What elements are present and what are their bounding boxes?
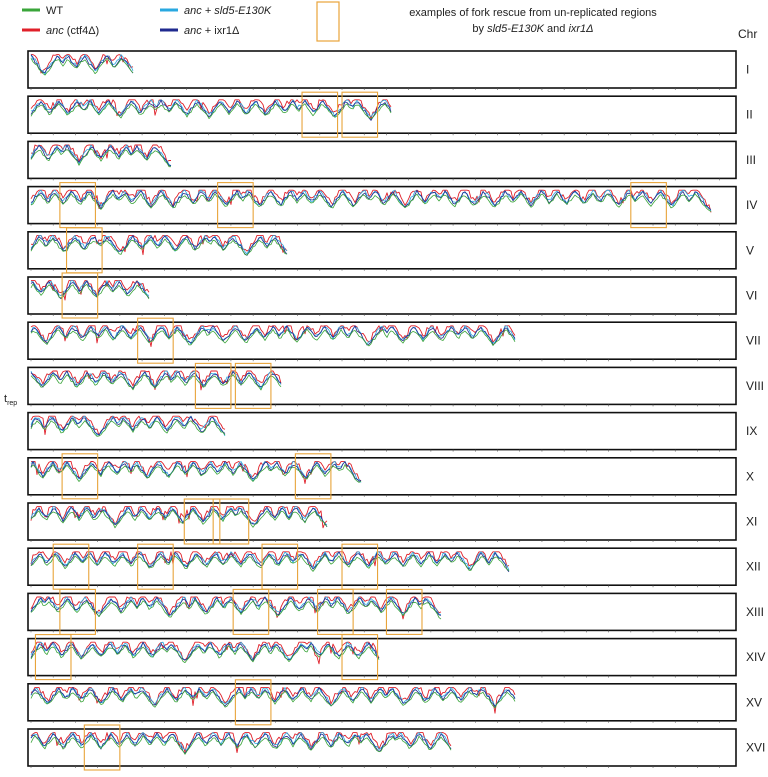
legend-label-rescue-line2: by sld5-E130K and ixr1Δ — [472, 23, 594, 35]
legend — [22, 2, 757, 41]
chromosome-panel-XI — [28, 499, 757, 544]
y-axis-label: $t_{rep}$ — [4, 393, 18, 407]
chromosome-label: IV — [746, 198, 758, 213]
chromosome-panel-I — [28, 51, 749, 90]
chromosome-panel-XIII — [28, 589, 764, 634]
chromosome-label: V — [746, 243, 755, 258]
chromosome-label: VII — [746, 333, 761, 348]
chromosome-label: VI — [746, 288, 758, 303]
legend-label-sld5: anc + sld5-E130K — [184, 5, 272, 17]
chromosome-panels — [28, 51, 765, 770]
legend-label-rescue-line1: examples of fork rescue from un-replicated regions — [409, 7, 657, 19]
chromosome-panel-II — [28, 92, 753, 137]
chromosome-panel-IV — [28, 183, 757, 228]
chromosome-panel-X — [28, 454, 754, 499]
chromosome-label: XIV — [746, 650, 766, 665]
chromosome-label: X — [746, 469, 755, 484]
chr-header: Chr — [738, 27, 758, 41]
chromosome-panel-XII — [28, 544, 761, 589]
chromosome-panel-V — [28, 228, 754, 273]
legend-label-anc: anc (ctf4Δ) — [46, 25, 100, 37]
legend-label-wt: WT — [46, 5, 64, 17]
chromosome-label: XV — [746, 695, 763, 710]
panel-frame — [28, 503, 736, 540]
legend-swatch-rescue-box — [317, 2, 339, 41]
chromosome-label: XIII — [746, 604, 765, 619]
chromosome-label: IX — [746, 424, 758, 439]
chromosome-label: XII — [746, 559, 761, 574]
chromosome-panel-VIII — [28, 363, 764, 408]
chromosome-panel-III — [28, 141, 756, 180]
legend-label-ixr1: anc + ixr1Δ — [184, 25, 240, 37]
chromosome-panel-VII — [28, 318, 761, 363]
chromosome-panel-XVI — [28, 725, 765, 770]
chromosome-panel-VI — [28, 273, 757, 318]
chromosome-label: II — [746, 107, 753, 122]
panel-frame — [28, 413, 736, 450]
chromosome-panel-XIV — [28, 635, 765, 680]
chromosome-panel-IX — [28, 413, 757, 452]
chromosome-label: III — [746, 152, 757, 167]
chromosome-panel-XV — [28, 680, 762, 725]
chromosome-label: XVI — [746, 740, 766, 755]
chromosome-label: XI — [746, 514, 758, 529]
chromosome-label: I — [746, 62, 750, 77]
panel-frame — [28, 51, 736, 88]
chromosome-label: VIII — [746, 378, 765, 393]
